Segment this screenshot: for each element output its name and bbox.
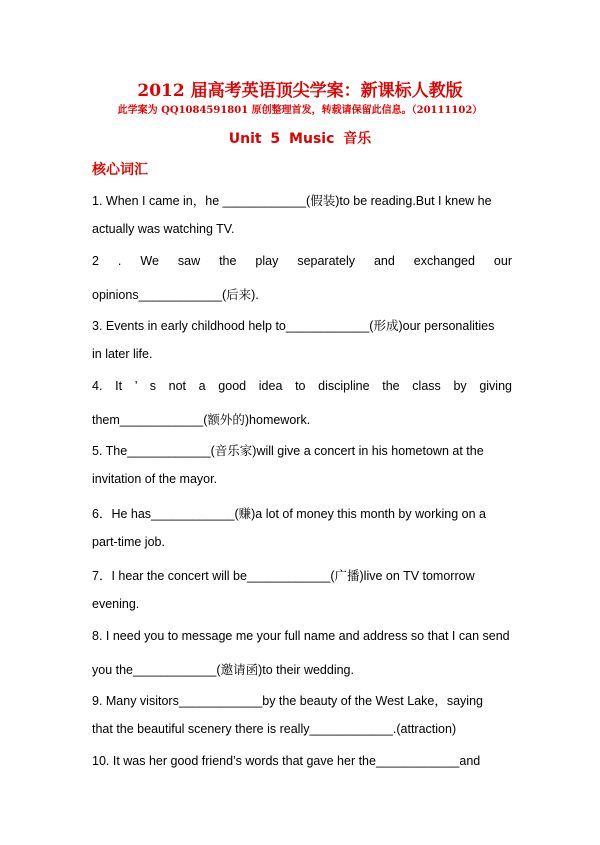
document-title: 2012 届高考英语顶尖学案：新课标人教版 [137,81,463,101]
exercise-line: 10. It was her good friend’s words that gave her the____________and [92,754,481,768]
unit-heading: Unit 5 Music 音乐 [228,131,372,147]
exercise-line: 9. Many visitors____________by the beauty of the West Lake，saying [92,694,483,708]
exercise-line: them____________(额外的)homework. [92,413,311,427]
exercise-line: evening. [92,597,140,611]
document-subtitle: 此学案为 QQ1084591801 原创整理首发，转载请保留此信息。（20111102） [117,105,483,116]
exercise-line: 7．I hear the concert will be____________(广播)live on TV tomorrow [92,569,475,583]
exercise-line: 8. I need you to message me your full name and address so that I can send [92,629,510,643]
exercise-line: 4. It ’ s not a good idea to discipline the class by giving [92,379,512,393]
exercise-line: opinions____________(后来). [92,288,259,302]
exercise-line: 2 . We saw the play separately and exchanged our [92,254,512,268]
exercise-line: in later life. [92,347,153,361]
exercise-line: part-time job. [92,535,165,549]
exercise-line: that the beautiful scenery there is really____________.(attraction) [92,722,457,736]
exercise-line: 1. When I came in，he ____________(假装)to be reading.But I knew he [92,194,492,208]
exercise-line: you the____________(邀请函)to their wedding. [92,663,354,677]
exercise-line: 5. The____________(音乐家)will give a concert in his hometown at the [92,444,484,458]
exercise-line: invitation of the mayor. [92,472,218,486]
exercise-line: actually was watching TV. [92,222,235,236]
exercise-line: 3. Events in early childhood help to____________(形成)our personalities [92,319,495,333]
section-heading: 核心词汇 [92,162,148,178]
exercise-line: 6．He has____________(赚)a lot of money this month by working on a [92,507,486,521]
